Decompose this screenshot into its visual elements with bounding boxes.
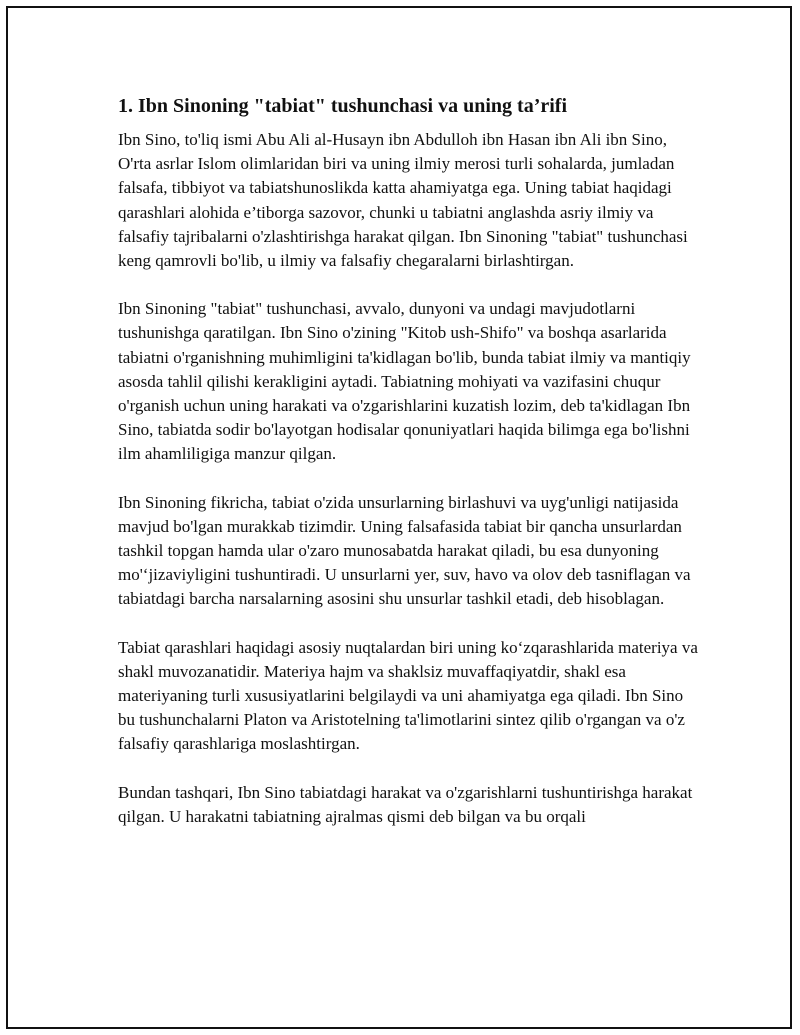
paragraph-2: Ibn Sinoning "tabiat" tushunchasi, avvalo, dunyoni va undagi mavjudotlarni tushunishga qaratilgan. Ibn Sino o'zining "Kitob ush-Shifo" va boshqa asarlarida tabiatni o'rganishning muhimligini ta'kidlagan bo'lib, bunda tabiat ilmiy va mantiqiy asosda tahlil qilishi kerakligini aytadi. Tabiatning mohiyati va vazifasini chuqur o'rganish uchun uning harakati va o'zgarishlarini kuzatish lozim, deb ta'kidlagan Ibn Sino, tabiatda sodir bo'layotgan hodisalar qonuniyatlari haqida bilimga ega bo'lishni ilm ahamliligiga manzur qilgan. [118,299,691,464]
paragraph-1: Ibn Sino, to'liq ismi Abu Ali al-Husayn ibn Abdulloh ibn Hasan ibn Ali ibn Sino, O'rta asrlar Islom olimlaridan biri va uning ilmiy merosi turli sohalarda, jumladan falsafa, tibbiyot va tabiatshunoslikda katta ahamiyatga ega. Uning tabiat haqidagi qarashlari alohida e’tiborga sazovor, chunki u tabiatni anglashda asriy ilmiy va falsafiy tajribalarni o'zlashtirishga harakat qilgan. Ibn Sinoning "tabiat" tushunchasi keng qamrovli bo'lib, u ilmiy va falsafiy chegaralarni birlashtirgan. [118,130,688,271]
paragraph-5: Bundan tashqari, Ibn Sino tabiatdagi harakat va o'zgarishlarni tushuntirishga harakat qilgan. U harakatni tabiatning ajralmas qismi deb bilgan va bu orqali [118,782,693,826]
paragraph-4: Tabiat qarashlari haqidagi asosiy nuqtalardan biri uning ko‘zqarashlarida materiya va shakl muvozanatidir. Materiya hajm va shaklsiz muvaffaqiyatdir, shakl esa materiyaning turli xususiyatlarini belgilaydi va uni ahamiyatga ega qiladi. Ibn Sino bu tushunchalarni Platon va Aristotelning ta'limotlarini sintez qilib o'rgangan va o'z falsafiy qarashlariga moslashtirgan. [118,637,698,754]
paragraph-3: Ibn Sinoning fikricha, tabiat o'zida unsurlarning birlashuvi va uyg'unligi natijasida mavjud bo'lgan murakkab tizimdir. Uning falsafasida tabiat bir qancha unsurlardan tashkil topgan hamda ular o'zaro munosabatda harakat qiladi, bu esa dunyoning mo'‘jizaviyligini tushuntiradi. U unsurlarni yer, suv, havo va olov deb tasniflagan va tabiatdagi barcha narsalarning asosini shu unsurlar tashkil etadi, deb hisoblagan. [118,492,691,609]
section-heading: 1. Ibn Sinoning "tabiat" tushunchasi va uning ta’rifi [118,95,568,117]
document-body [118,92,698,853]
